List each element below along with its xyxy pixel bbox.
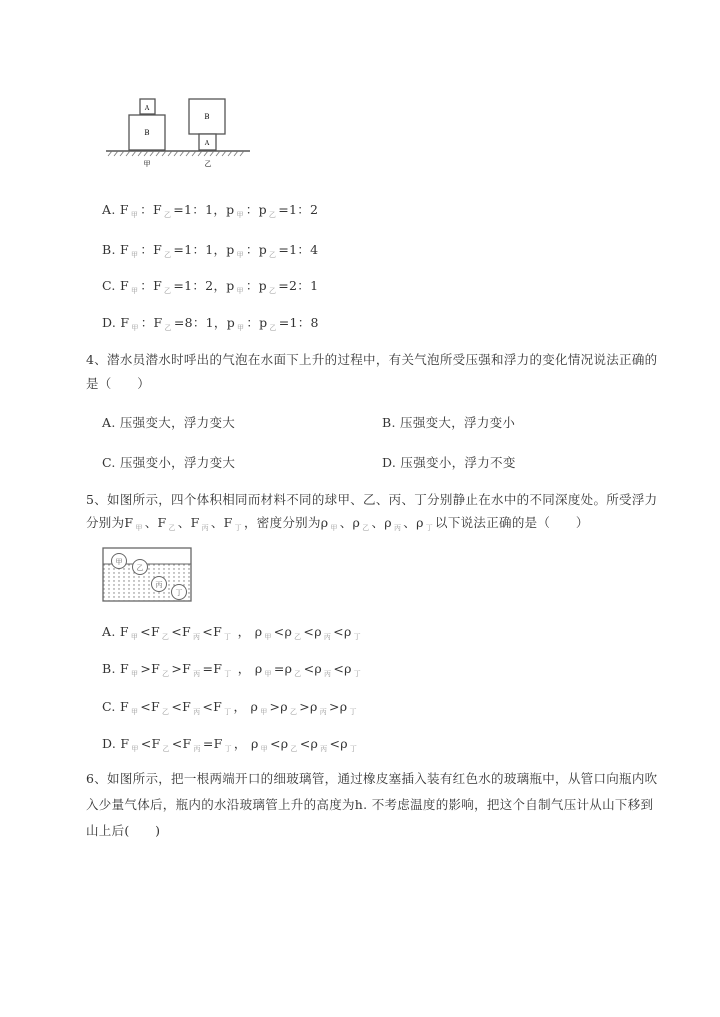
text-segment: ：F: [140, 202, 162, 217]
text-segment: ， ρ: [233, 624, 263, 639]
text-segment: =1：1，p: [173, 202, 235, 217]
subscript: 乙: [162, 708, 170, 716]
text-segment: >ρ: [329, 699, 348, 714]
text-segment: >ρ: [299, 699, 318, 714]
subscript: 甲: [130, 287, 139, 295]
subscript: 丙: [193, 670, 201, 678]
subscript: 甲: [260, 745, 268, 753]
text-segment: ：p: [246, 315, 268, 330]
ball-yi-label: 乙: [136, 564, 144, 572]
subscript: 乙: [269, 324, 277, 332]
subscript: 甲: [130, 708, 139, 716]
text-segment: =F: [202, 661, 223, 676]
subscript: 乙: [268, 211, 277, 219]
subscript: 乙: [168, 524, 176, 532]
text-segment: ：F: [140, 315, 163, 330]
subscript: 甲: [131, 251, 139, 259]
q5-option-d: [102, 734, 359, 754]
text-segment: ：p: [245, 202, 267, 217]
text-segment: 、ρ: [371, 515, 392, 530]
subscript: 丁: [224, 708, 232, 716]
q4-option-a: A. 压强变大，浮力变大: [102, 415, 236, 430]
text-segment: <ρ: [329, 736, 348, 751]
q5-option-b: [102, 659, 363, 679]
subscript: 丁: [425, 524, 434, 532]
text-segment: 分别为F: [86, 515, 134, 530]
subscript: 乙: [290, 745, 298, 753]
text-segment: 以下说法正确的是（ ）: [435, 515, 589, 530]
text-segment: 、F: [144, 515, 167, 530]
subscript: 丁: [224, 670, 232, 678]
text-segment: <ρ: [303, 661, 323, 676]
subscript: 乙: [162, 670, 170, 678]
subscript: 丙: [393, 524, 402, 532]
subscript: 丙: [193, 708, 201, 716]
text-segment: >F: [171, 661, 192, 676]
text-segment: <ρ: [299, 736, 319, 751]
text-segment: <F: [202, 624, 223, 639]
text-segment: <F: [140, 736, 161, 751]
text-segment: 、ρ: [339, 515, 361, 530]
subscript: 乙: [269, 251, 277, 259]
text-segment: <F: [171, 699, 192, 714]
subscript: 丁: [349, 708, 357, 716]
q5-option-c: [102, 697, 359, 717]
subscript: 丙: [201, 524, 209, 532]
text-segment: A. F: [102, 202, 129, 217]
text-segment: <ρ: [269, 736, 289, 751]
text-segment: ，密度分别为ρ: [243, 515, 329, 530]
figure-balls-in-water: [102, 547, 192, 603]
text-segment: D. F: [102, 736, 130, 751]
text-segment: D. F: [102, 315, 130, 330]
text-segment: <ρ: [303, 624, 322, 639]
q6-stem-line3: 山上后( ): [86, 823, 161, 838]
q4-stem-line2: 是（ ）: [86, 376, 151, 391]
block-a-label: A: [144, 105, 150, 112]
text-segment: <F: [171, 736, 192, 751]
text-segment: A. F: [102, 624, 129, 639]
subscript: 甲: [264, 670, 272, 678]
subscript: 乙: [362, 524, 370, 532]
jia-label: 甲: [143, 160, 151, 168]
q3-option-c: [102, 276, 318, 296]
subscript: 丁: [224, 745, 232, 753]
text-segment: 、F: [177, 515, 200, 530]
ball-bing-label: 丙: [155, 581, 163, 589]
text-segment: ：p: [245, 278, 267, 293]
subscript: 乙: [164, 287, 172, 295]
block-a-label-2: A: [204, 140, 210, 147]
figure-blocks: [100, 96, 260, 168]
text-segment: C. F: [102, 699, 129, 714]
subscript: 甲: [131, 324, 139, 332]
q6-stem-line2: 入少量气体后，瓶内的水沿玻璃管上升的高度为h. 不考虑温度的影响，把这个自制气压计从山下移到: [86, 797, 654, 812]
text-segment: =1：8: [278, 315, 319, 330]
subscript: 丙: [193, 745, 201, 753]
text-segment: C. F: [102, 278, 129, 293]
subscript: 乙: [294, 633, 302, 641]
q3-option-a: [102, 200, 318, 220]
text-segment: ， ρ: [233, 736, 259, 751]
text-segment: ， ρ: [233, 661, 263, 676]
subscript: 甲: [236, 287, 244, 295]
q5-stem-line2: [86, 513, 589, 533]
text-segment: <F: [171, 624, 191, 639]
text-segment: ：F: [140, 242, 163, 257]
subscript: 甲: [236, 211, 244, 219]
subscript: 乙: [162, 745, 170, 753]
text-segment: =2：1: [278, 278, 319, 293]
subscript: 乙: [164, 324, 172, 332]
block-b-label: B: [144, 129, 150, 137]
yi-label: 乙: [204, 160, 212, 168]
q5-stem-line1: 5、如图所示，四个体积相同而材料不同的球甲、乙、丙、丁分别静止在水中的不同深度处。所受浮力: [86, 492, 658, 507]
subscript: 乙: [294, 670, 302, 678]
text-segment: <F: [202, 699, 223, 714]
subscript: 甲: [130, 633, 139, 641]
text-segment: 、F: [210, 515, 233, 530]
text-segment: <ρ: [273, 624, 293, 639]
text-segment: <ρ: [333, 624, 352, 639]
text-segment: >ρ: [269, 699, 288, 714]
subscript: 丁: [353, 670, 362, 678]
text-segment: 、ρ: [403, 515, 424, 530]
q4-stem-line1: 4、潜水员潜水时呼出的气泡在水面下上升的过程中，有关气泡所受压强和浮力的变化情况说法正确的: [86, 352, 658, 367]
subscript: 乙: [163, 211, 172, 219]
subscript: 甲: [236, 251, 244, 259]
ball-jia-label: 甲: [115, 558, 123, 566]
subscript: 甲: [237, 324, 245, 332]
text-segment: ：p: [245, 242, 268, 257]
text-segment: ， ρ: [233, 699, 259, 714]
subscript: 丙: [320, 745, 328, 753]
q5-option-a: [102, 622, 363, 642]
subscript: 丁: [224, 633, 232, 641]
text-segment: B. F: [102, 661, 130, 676]
q4-option-b: B. 压强变大，浮力变小: [382, 415, 516, 430]
subscript: 丙: [192, 633, 201, 641]
q4-option-c: C. 压强变小，浮力变大: [102, 455, 236, 470]
text-segment: =8：1，p: [173, 315, 235, 330]
subscript: 甲: [260, 708, 268, 716]
text-segment: <F: [140, 624, 160, 639]
subscript: 丁: [234, 524, 242, 532]
q4-option-d: D. 压强变小，浮力不变: [382, 455, 516, 470]
subscript: 甲: [131, 745, 139, 753]
text-segment: ：F: [140, 278, 163, 293]
subscript: 乙: [164, 251, 172, 259]
text-segment: =F: [202, 736, 223, 751]
subscript: 丁: [353, 633, 361, 641]
text-segment: <ρ: [333, 661, 352, 676]
subscript: 甲: [264, 633, 272, 641]
text-segment: B. F: [102, 242, 130, 257]
q6-stem-line1: 6、如图所示，把一根两端开口的细玻璃管，通过橡皮塞插入装有红色水的玻璃瓶中，从管口向瓶内吹: [86, 771, 658, 786]
q3-option-d: [102, 313, 319, 333]
subscript: 甲: [131, 670, 139, 678]
subscript: 甲: [330, 524, 338, 532]
block-b-label-2: B: [204, 113, 210, 121]
subscript: 甲: [130, 211, 139, 219]
subscript: 甲: [135, 524, 143, 532]
text-segment: =ρ: [273, 661, 293, 676]
text-segment: <F: [140, 699, 161, 714]
subscript: 乙: [268, 287, 277, 295]
subscript: 丙: [324, 670, 332, 678]
subscript: 乙: [289, 708, 298, 716]
text-segment: =1：2: [278, 202, 319, 217]
text-segment: =1：2，p: [173, 278, 235, 293]
subscript: 丙: [323, 633, 332, 641]
text-segment: =1：4: [278, 242, 319, 257]
ball-ding-label: 丁: [175, 589, 183, 597]
text-segment: >F: [140, 661, 161, 676]
subscript: 乙: [161, 633, 170, 641]
text-segment: =1：1，p: [173, 242, 235, 257]
q3-option-b: [102, 240, 318, 260]
subscript: 丙: [319, 708, 327, 716]
subscript: 丁: [349, 745, 358, 753]
